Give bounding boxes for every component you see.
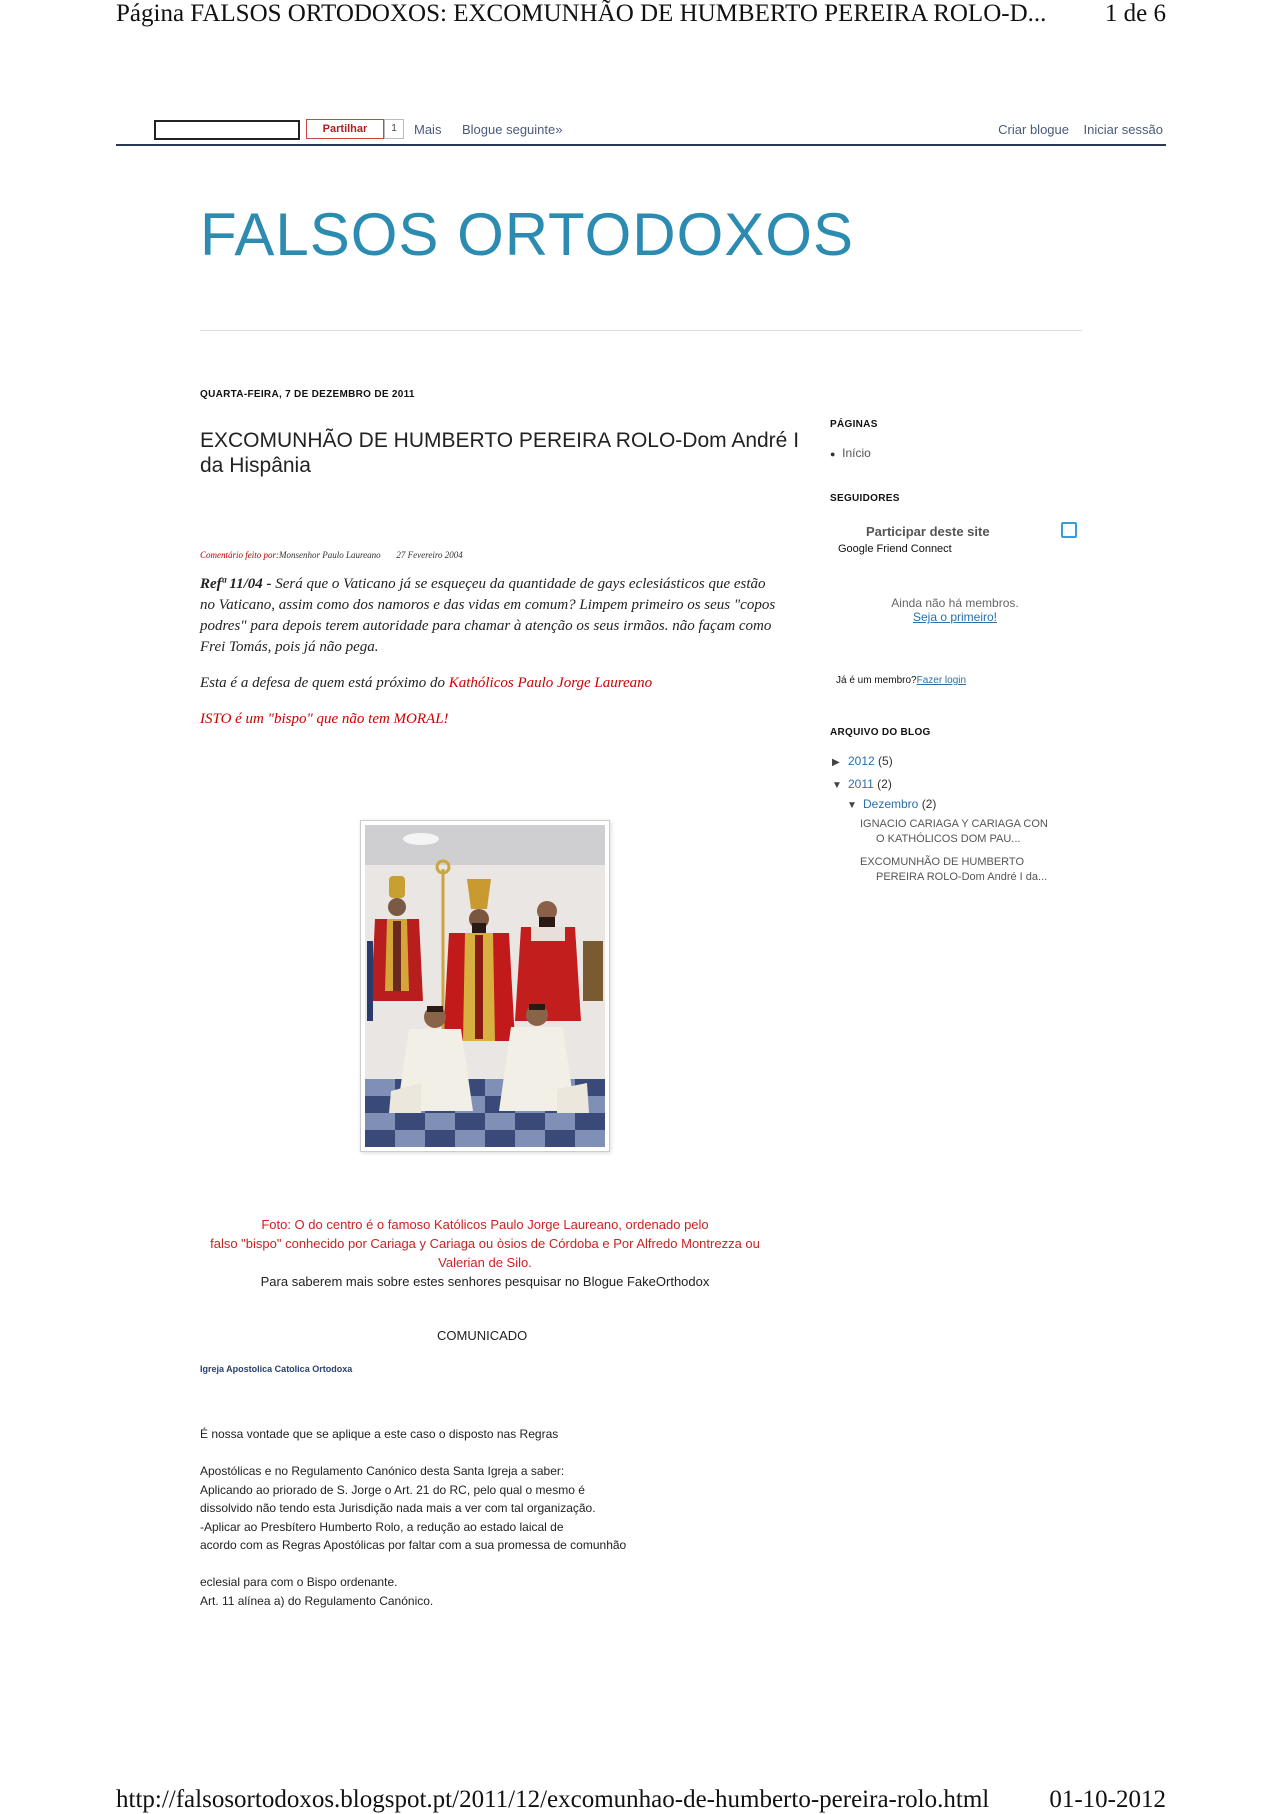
clergy-group-photo: [361, 821, 609, 1151]
regras-line: acordo com as Regras Apostólicas por faltar com a sua promessa de comunhão: [200, 1538, 627, 1552]
archive-2011-count: (2): [877, 777, 892, 791]
caption-line-4: Para saberem mais sobre estes senhores pesquisar no Blogue FakeOrthodox: [260, 1274, 710, 1289]
post-paragraph-ref: [200, 574, 780, 658]
post-photo[interactable]: [360, 820, 610, 1152]
archive-post-link[interactable]: [860, 817, 1080, 847]
regras-line: [200, 1444, 760, 1463]
navbar-search-input[interactable]: [154, 120, 300, 140]
comment-label: Comentário feito por:: [200, 550, 279, 560]
regras-line: dissolvido não tendo esta Jurisdição nada mais a ver com tal organização.: [200, 1501, 596, 1515]
print-footer: [116, 1786, 1166, 1814]
regras-line: Apostólicas e no Regulamento Canónico desta Santa Igreja a saber:: [200, 1464, 565, 1478]
regras-block: [200, 1425, 760, 1610]
print-header-title: Página FALSOS ORTODOXOS: EXCOMUNHÃO DE HUMBERTO PEREIRA ROLO-D...: [116, 0, 1047, 27]
caption-line-3: Valerian de Silo.: [438, 1255, 532, 1270]
comunicado-heading: COMUNICADO: [437, 1328, 528, 1343]
gfc-subtitle: Google Friend Connect: [838, 543, 952, 555]
member-login: [836, 675, 966, 686]
pages-list-item: [830, 446, 871, 460]
comment-meta: [200, 550, 463, 560]
post-paragraph-defense: [200, 673, 780, 694]
share-button[interactable]: Partilhar: [306, 119, 384, 139]
archive-december-link[interactable]: Dezembro: [863, 797, 919, 811]
archive-post-line: PEREIRA ROLO-Dom André I da...: [876, 871, 1048, 883]
archive-post-line: IGNACIO CARIAGA Y CARIAGA CON: [860, 818, 1048, 830]
home-link[interactable]: Início: [842, 446, 871, 460]
archive-2012-link[interactable]: 2012: [848, 754, 875, 768]
popout-icon[interactable]: [1061, 522, 1077, 538]
next-blog-link[interactable]: Blogue seguinte»: [462, 122, 563, 137]
print-header: [116, 0, 1166, 28]
already-member-text: Já é um membro?: [836, 675, 917, 686]
defense-text: Esta é a defesa de quem está próximo do: [200, 675, 449, 691]
login-link[interactable]: Fazer login: [916, 675, 967, 686]
more-link[interactable]: Mais: [414, 122, 442, 137]
print-page-number: 1 de 6: [1104, 0, 1166, 27]
print-footer-date: 01-10-2012: [1049, 1786, 1166, 1813]
bullet-icon: ●: [830, 449, 836, 459]
archive-post-line: O KATHÓLICOS DOM PAU...: [876, 833, 1021, 845]
be-first-link[interactable]: Seja o primeiro!: [912, 610, 998, 624]
archive-month-december[interactable]: [847, 797, 936, 811]
no-members-block: [830, 596, 1080, 624]
blog-title[interactable]: FALSOS ORTODOXOS: [200, 201, 854, 268]
no-members-text: Ainda não há membros.: [891, 596, 1019, 610]
post-paragraph-moral: ISTO é um "bispo" que não tem MORAL!: [200, 711, 449, 727]
regras-line: [200, 1555, 760, 1574]
ref-label: Refª 11/04 -: [200, 576, 272, 592]
gfc-title[interactable]: Participar deste site: [866, 524, 990, 539]
archive-post-line: EXCOMUNHÃO DE HUMBERTO: [860, 856, 1025, 868]
archive-post-link[interactable]: [860, 855, 1080, 885]
create-blog-link[interactable]: Criar blogue: [998, 122, 1069, 137]
archive-year-2011[interactable]: [832, 777, 892, 791]
comment-author: Monsenhor Paulo Laureano: [279, 550, 381, 560]
defense-name: Kathólicos Paulo Jorge Laureano: [448, 675, 653, 691]
collapse-down-icon[interactable]: ▼: [832, 780, 842, 791]
regras-line: Art. 11 alínea a) do Regulamento Canónico.: [200, 1593, 434, 1608]
blogger-navbar: [116, 114, 1166, 146]
archive-year-2012[interactable]: [832, 754, 893, 768]
caption-line-2: falso "bispo" conhecido por Cariaga y Cariaga ou òsios de Córdoba e Por Alfredo Montrezza ou: [210, 1236, 760, 1251]
post-title[interactable]: EXCOMUNHÃO DE HUMBERTO PEREIRA ROLO-Dom André I da Hispânia: [200, 429, 800, 477]
church-name: Igreja Apostolica Catolica Ortodoxa: [200, 1364, 353, 1374]
regras-line: -Aplicar ao Presbítero Humberto Rolo, a redução ao estado laical de: [200, 1519, 564, 1534]
header-divider: [200, 330, 1082, 331]
expand-right-icon[interactable]: ▶: [832, 757, 840, 768]
share-count: 1: [384, 119, 404, 139]
comment-date: 27 Fevereiro 2004: [396, 550, 463, 560]
photo-caption: [200, 1215, 770, 1291]
post-date-header: QUARTA-FEIRA, 7 DE DEZEMBRO DE 2011: [200, 389, 415, 400]
caption-line-1: Foto: O do centro é o famoso Katólicos Paulo Jorge Laureano, ordenado pelo: [261, 1217, 709, 1232]
regras-line: É nossa vontade que se aplique a este caso o disposto nas Regras: [200, 1427, 559, 1441]
regras-line: eclesial para com o Bispo ordenante.: [200, 1575, 398, 1589]
archive-2011-link[interactable]: 2011: [848, 777, 874, 791]
pages-heading: PÁGINAS: [830, 419, 878, 430]
followers-heading: SEGUIDORES: [830, 493, 900, 504]
archive-2012-count: (5): [878, 754, 893, 768]
collapse-down-icon[interactable]: ▼: [847, 800, 857, 811]
ref-text: Será que o Vaticano já se esqueçeu da quantidade de gays eclesiásticos que estão no Vaticano, assim como dos namoros e das vidas em comum? Limpem primeiro os seus "copos podres" para depois terem autoridade para chamar à atenção os seus irmãos. não façam como Frei Tomás, pois já não pega.: [200, 576, 776, 655]
archive-heading: ARQUIVO DO BLOG: [830, 727, 931, 738]
sign-in-link[interactable]: Iniciar sessão: [1083, 122, 1163, 137]
regras-line: Aplicando ao priorado de S. Jorge o Art. 21 do RC, pelo qual o mesmo é: [200, 1482, 585, 1497]
print-footer-url: http://falsosortodoxos.blogspot.pt/2011/12/excomunhao-de-humberto-pereira-rolo.html: [116, 1786, 990, 1813]
archive-december-count: (2): [921, 797, 937, 811]
